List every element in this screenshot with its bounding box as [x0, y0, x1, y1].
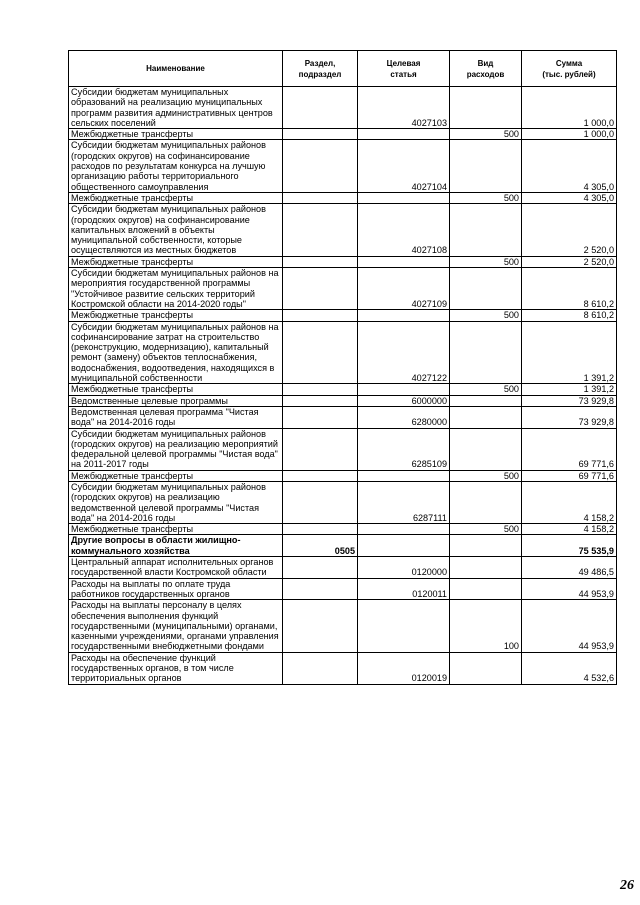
- cell-target: [358, 129, 450, 140]
- cell-sum: 44 953,9: [522, 578, 617, 600]
- cell-section: [283, 524, 358, 535]
- cell-section: 0505: [283, 535, 358, 557]
- table-row: [69, 204, 617, 256]
- cell-sum: 69 771,6: [522, 428, 617, 470]
- table-row: [69, 268, 617, 310]
- cell-type: [450, 481, 522, 523]
- header-row: [69, 51, 617, 87]
- table-row: [69, 406, 617, 428]
- cell-target: [358, 535, 450, 557]
- cell-section: [283, 406, 358, 428]
- cell-name: Межбюджетные трансферты: [69, 129, 283, 140]
- cell-type: 500: [450, 524, 522, 535]
- cell-type: [450, 140, 522, 192]
- table-row: [69, 140, 617, 192]
- cell-sum: 4 305,0: [522, 140, 617, 192]
- cell-sum: 4 158,2: [522, 524, 617, 535]
- cell-name: Расходы на выплаты персоналу в целях обеспечения выполнения функций государственными (муниципальными) органами, казенными учреждениями, органами управления государственными внебюджетными фондами: [69, 600, 283, 652]
- cell-target: 4027109: [358, 268, 450, 310]
- cell-name: Другие вопросы в области жилищно-коммунального хозяйства: [69, 535, 283, 557]
- cell-sum: 75 535,9: [522, 535, 617, 557]
- table-row: [69, 192, 617, 203]
- cell-target: 0120011: [358, 578, 450, 600]
- header-name: Наименование: [69, 51, 283, 87]
- cell-type: [450, 395, 522, 406]
- cell-target: 4027122: [358, 321, 450, 384]
- cell-section: [283, 600, 358, 652]
- cell-sum: 1 391,2: [522, 384, 617, 395]
- cell-sum: 8 610,2: [522, 268, 617, 310]
- header-sum: Сумма (тыс. рублей): [522, 51, 617, 87]
- cell-target: [358, 384, 450, 395]
- budget-table: [68, 50, 617, 685]
- cell-target: 4027103: [358, 87, 450, 129]
- cell-target: 6287111: [358, 481, 450, 523]
- cell-name: Субсидии бюджетам муниципальных районов (городских округов) на софинансирование капитальных вложений в объекты муниципальной собственности, которые осуществляются из местных бюджетов: [69, 204, 283, 256]
- cell-section: [283, 321, 358, 384]
- cell-type: 500: [450, 310, 522, 321]
- cell-section: [283, 470, 358, 481]
- cell-target: [358, 600, 450, 652]
- cell-type: [450, 535, 522, 557]
- cell-type: [450, 321, 522, 384]
- cell-section: [283, 578, 358, 600]
- cell-target: [358, 192, 450, 203]
- cell-section: [283, 384, 358, 395]
- cell-name: Межбюджетные трансферты: [69, 192, 283, 203]
- cell-sum: 4 305,0: [522, 192, 617, 203]
- table-row: [69, 557, 617, 579]
- cell-type: 500: [450, 192, 522, 203]
- cell-name: Субсидии бюджетам муниципальных районов (городских округов) на реализацию мероприятий федеральной целевой программы "Чистая вода" на 2011-2017 годы: [69, 428, 283, 470]
- cell-sum: 73 929,8: [522, 406, 617, 428]
- cell-type: [450, 204, 522, 256]
- cell-name: Центральный аппарат исполнительных органов государственной власти Костромской области: [69, 557, 283, 579]
- cell-sum: 49 486,5: [522, 557, 617, 579]
- cell-target: [358, 310, 450, 321]
- cell-target: [358, 524, 450, 535]
- cell-name: Ведомственные целевые программы: [69, 395, 283, 406]
- table-row: [69, 428, 617, 470]
- cell-sum: 2 520,0: [522, 204, 617, 256]
- cell-section: [283, 129, 358, 140]
- table-row: [69, 578, 617, 600]
- cell-sum: 8 610,2: [522, 310, 617, 321]
- cell-target: 6285109: [358, 428, 450, 470]
- cell-type: [450, 406, 522, 428]
- cell-sum: 4 532,6: [522, 652, 617, 684]
- cell-name: Межбюджетные трансферты: [69, 256, 283, 267]
- cell-target: 0120019: [358, 652, 450, 684]
- page-number: 26: [620, 878, 634, 893]
- cell-target: 6000000: [358, 395, 450, 406]
- cell-section: [283, 481, 358, 523]
- cell-target: 6280000: [358, 406, 450, 428]
- cell-name: Субсидии бюджетам муниципальных районов (городских округов) на софинансирование расходов по результатам конкурса на лучшую организацию работы территориального общественного самоуправления: [69, 140, 283, 192]
- table-row: [69, 600, 617, 652]
- table-row: [69, 384, 617, 395]
- table-row: [69, 395, 617, 406]
- cell-sum: 1 000,0: [522, 87, 617, 129]
- cell-section: [283, 192, 358, 203]
- cell-name: Субсидии бюджетам муниципальных районов (городских округов) на реализацию ведомственной целевой программы "Чистая вода" на 2014-2016 годы: [69, 481, 283, 523]
- cell-sum: 69 771,6: [522, 470, 617, 481]
- cell-target: [358, 470, 450, 481]
- cell-type: [450, 557, 522, 579]
- cell-name: Субсидии бюджетам муниципальных районов на мероприятия государственной программы "Устойчивое развитие сельских территорий Костромской области на 2014-2020 годы": [69, 268, 283, 310]
- cell-section: [283, 652, 358, 684]
- cell-type: 500: [450, 129, 522, 140]
- cell-type: [450, 87, 522, 129]
- header-target: Целевая статья: [358, 51, 450, 87]
- table-row: [69, 470, 617, 481]
- cell-sum: 1 000,0: [522, 129, 617, 140]
- cell-name: Межбюджетные трансферты: [69, 470, 283, 481]
- cell-type: 500: [450, 470, 522, 481]
- cell-target: 0120000: [358, 557, 450, 579]
- cell-section: [283, 140, 358, 192]
- cell-name: Расходы на выплаты по оплате труда работников государственных органов: [69, 578, 283, 600]
- table-row: [69, 652, 617, 684]
- cell-sum: 1 391,2: [522, 321, 617, 384]
- cell-type: 500: [450, 256, 522, 267]
- cell-name: Межбюджетные трансферты: [69, 524, 283, 535]
- table-row: [69, 256, 617, 267]
- cell-type: [450, 652, 522, 684]
- table-row: [69, 310, 617, 321]
- table-body: [69, 87, 617, 685]
- cell-section: [283, 204, 358, 256]
- cell-name: Межбюджетные трансферты: [69, 384, 283, 395]
- cell-target: [358, 256, 450, 267]
- cell-name: Ведомственная целевая программа "Чистая вода" на 2014-2016 годы: [69, 406, 283, 428]
- cell-sum: 73 929,8: [522, 395, 617, 406]
- cell-sum: 2 520,0: [522, 256, 617, 267]
- cell-target: 4027108: [358, 204, 450, 256]
- cell-sum: 44 953,9: [522, 600, 617, 652]
- cell-section: [283, 557, 358, 579]
- cell-type: [450, 578, 522, 600]
- cell-section: [283, 310, 358, 321]
- table-row: [69, 481, 617, 523]
- table-row: [69, 87, 617, 129]
- header-type: Вид расходов: [450, 51, 522, 87]
- cell-sum: 4 158,2: [522, 481, 617, 523]
- header-section: Раздел, подраздел: [283, 51, 358, 87]
- cell-section: [283, 268, 358, 310]
- cell-type: [450, 428, 522, 470]
- table-row: [69, 129, 617, 140]
- cell-type: 100: [450, 600, 522, 652]
- cell-target: 4027104: [358, 140, 450, 192]
- table-row: [69, 321, 617, 384]
- cell-section: [283, 87, 358, 129]
- cell-name: Субсидии бюджетам муниципальных районов на софинансирование затрат на строительство (реконструкцию, модернизацию), капитальный ремонт (замену) объектов теплоснабжения, водоснабжения, водоотведения, находящихся в муниципальной собственности: [69, 321, 283, 384]
- cell-name: Межбюджетные трансферты: [69, 310, 283, 321]
- cell-section: [283, 256, 358, 267]
- table-row: [69, 524, 617, 535]
- cell-section: [283, 428, 358, 470]
- cell-section: [283, 395, 358, 406]
- cell-type: 500: [450, 384, 522, 395]
- cell-name: Расходы на обеспечение функций государственных органов, в том числе территориальных органов: [69, 652, 283, 684]
- table-row: [69, 535, 617, 557]
- cell-name: Субсидии бюджетам муниципальных образований на реализацию муниципальных программ развития административных центров сельских поселений: [69, 87, 283, 129]
- cell-type: [450, 268, 522, 310]
